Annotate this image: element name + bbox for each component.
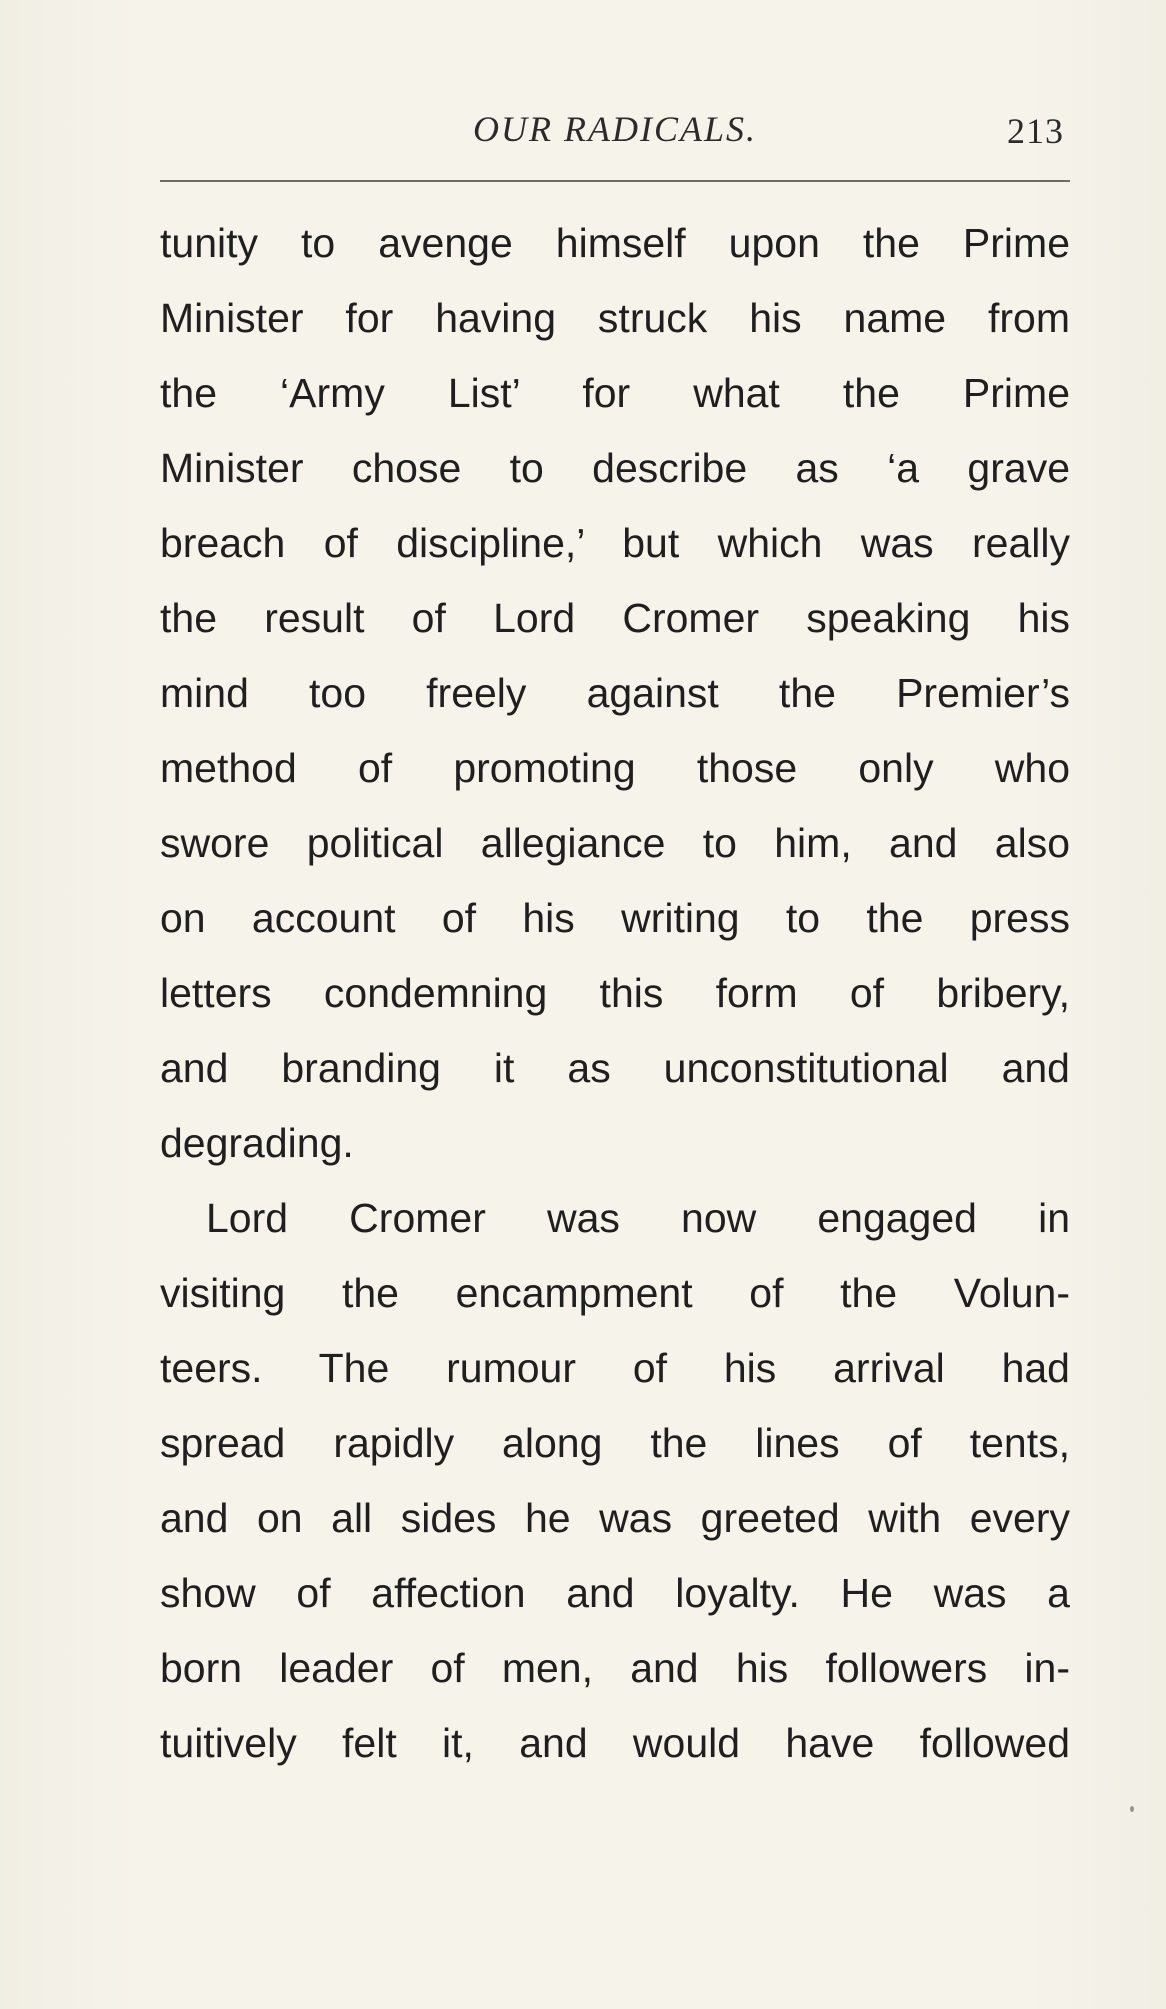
- text-line: tunity to avenge himself upon the Prime: [160, 220, 1070, 266]
- paragraph-1: [160, 206, 1070, 1181]
- body-text: [160, 206, 1070, 1781]
- text-line: method of promoting those only who: [160, 745, 1070, 791]
- page-header: [160, 100, 1070, 170]
- header-rule: [160, 180, 1070, 182]
- text-line: mind too freely against the Premier’s: [160, 670, 1070, 716]
- text-line: breach of discipline,’ but which was really: [160, 520, 1070, 566]
- text-line: show of affection and loyalty. He was a: [160, 1570, 1070, 1616]
- text-line: born leader of men, and his followers in-: [160, 1645, 1070, 1691]
- text-line: Lord Cromer was now engaged in: [206, 1195, 1070, 1241]
- text-line: on account of his writing to the press: [160, 895, 1070, 941]
- text-line: swore political allegiance to him, and also: [160, 820, 1070, 866]
- text-line: visiting the encampment of the Volun-: [160, 1270, 1070, 1316]
- text-line: Minister chose to describe as ‘a grave: [160, 445, 1070, 491]
- text-line: degrading.: [160, 1120, 354, 1166]
- text-line: letters condemning this form of bribery,: [160, 970, 1070, 1016]
- text-line: the result of Lord Cromer speaking his: [160, 595, 1070, 641]
- paper-speck: [1130, 1806, 1134, 1812]
- text-line: tuitively felt it, and would have followed: [160, 1720, 1070, 1766]
- text-line: spread rapidly along the lines of tents,: [160, 1420, 1070, 1466]
- text-line: teers. The rumour of his arrival had: [160, 1345, 1070, 1391]
- text-line: and on all sides he was greeted with every: [160, 1495, 1070, 1541]
- running-head: OUR RADICALS.: [473, 109, 757, 149]
- paragraph-2: [160, 1181, 1070, 1781]
- text-line: Minister for having struck his name from: [160, 295, 1070, 341]
- text-line: and branding it as unconstitutional and: [160, 1045, 1070, 1091]
- text-line: the ‘Army List’ for what the Prime: [160, 370, 1070, 416]
- page-number: 213: [1007, 111, 1064, 151]
